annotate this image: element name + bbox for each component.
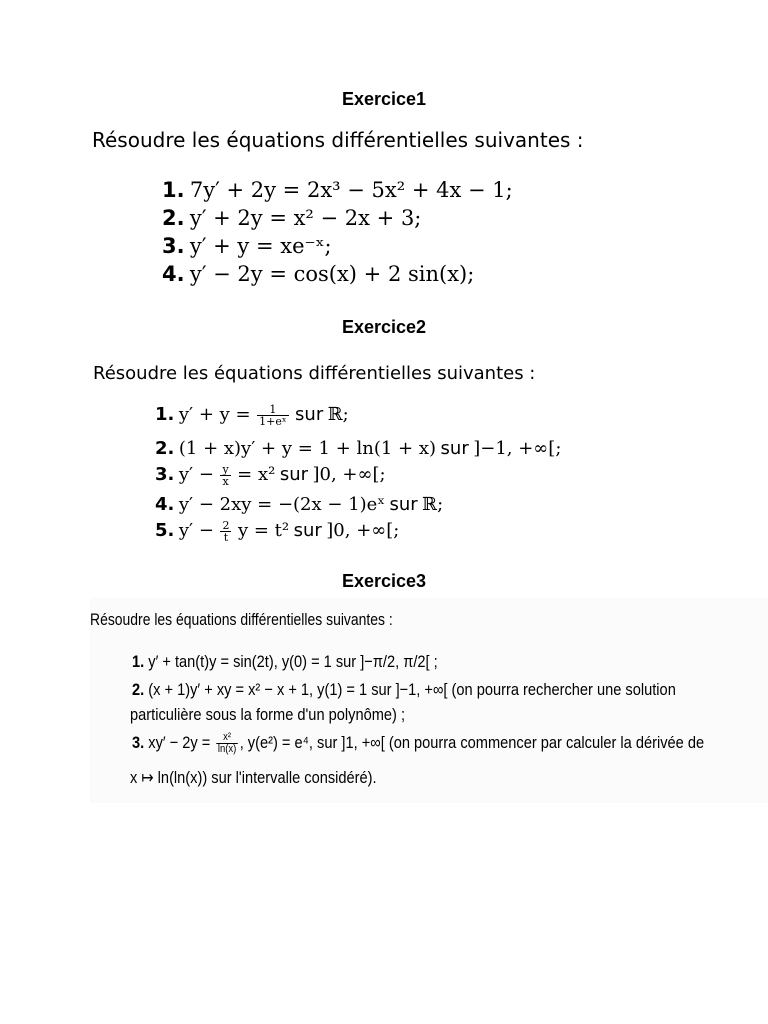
exercice3-intro: Résoudre les équations différentielles suivantes : [90, 610, 393, 629]
exercice2-intro: Résoudre les équations différentielles suivantes : [93, 363, 536, 384]
list-item: 3. y′ + y = xe⁻ˣ; [162, 234, 332, 258]
list-item: 2. y′ + 2y = x² − 2x + 3; [162, 206, 422, 230]
exercice1-intro: Résoudre les équations différentielles suivantes : [92, 128, 584, 152]
equation: 7y′ + 2y = 2x³ − 5x² + 4x − 1; [189, 178, 513, 202]
list-item: 1. y′ + y = $\frac{1}{\text{1+eˣ}}$ sur ℝ; [155, 403, 349, 429]
list-item: 1. y′ + tan(t)y = sin(2t), y(0) = 1 sur ]−π/2, π/2[ ; [132, 652, 438, 671]
exercice2-title: Exercice2 [341, 317, 427, 337]
fraction: $\frac{y}{x}$ [222, 463, 229, 489]
fraction: $\frac{2}{t}$ [222, 519, 230, 545]
exercice1-title: Exercice1 [341, 89, 427, 109]
equation: y′ + 2y = x² − 2x + 3; [189, 206, 422, 230]
exercice3-title: Exercice3 [341, 571, 427, 591]
list-item: 3. xy′ − 2y = $\frac{\text{x²}}{\ln(x)}$ , y(e²) = e⁴, sur ]1, +∞[ (on pourra commencer par calculer la dérivée de [132, 731, 705, 755]
list-item-continuation: particulière sous la forme d'un polynôme) ; [130, 705, 406, 724]
list-item: 4. y′ − 2xy = −(2x − 1)eˣ sur ℝ; [155, 494, 444, 515]
list-item-continuation: x ↦ ln(ln(x)) sur l'intervalle considéré). [130, 768, 377, 787]
list-item: 2. (1 + x)y′ + y = 1 + ln(1 + x) sur ]−1, +∞[; [155, 438, 562, 459]
fraction: $\frac{1}{\text{1+eˣ}}$ [259, 403, 287, 429]
equation: y′ + y = xe⁻ˣ; [189, 234, 332, 258]
list-item: 4. y′ − 2y = cos(x) + 2 sin(x); [162, 262, 475, 286]
list-item: 2. (x + 1)y′ + xy = x² − x + 1, y(1) = 1 sur ]−1, +∞[ (on pourra rechercher une solution [132, 680, 676, 699]
list-item: 3. y′ − $\frac{y}{x}$ = x² sur ]0, +∞[; [155, 463, 386, 489]
list-item: 5. y′ − $\frac{2}{t}$ y = t² sur ]0, +∞[; [155, 519, 400, 545]
equation: y′ − 2y = cos(x) + 2 sin(x); [189, 262, 475, 286]
fraction: $\frac{\text{x²}}{\ln(x)}$ [217, 731, 237, 755]
list-item: 1. 7y′ + 2y = 2x³ − 5x² + 4x − 1; [162, 178, 513, 202]
